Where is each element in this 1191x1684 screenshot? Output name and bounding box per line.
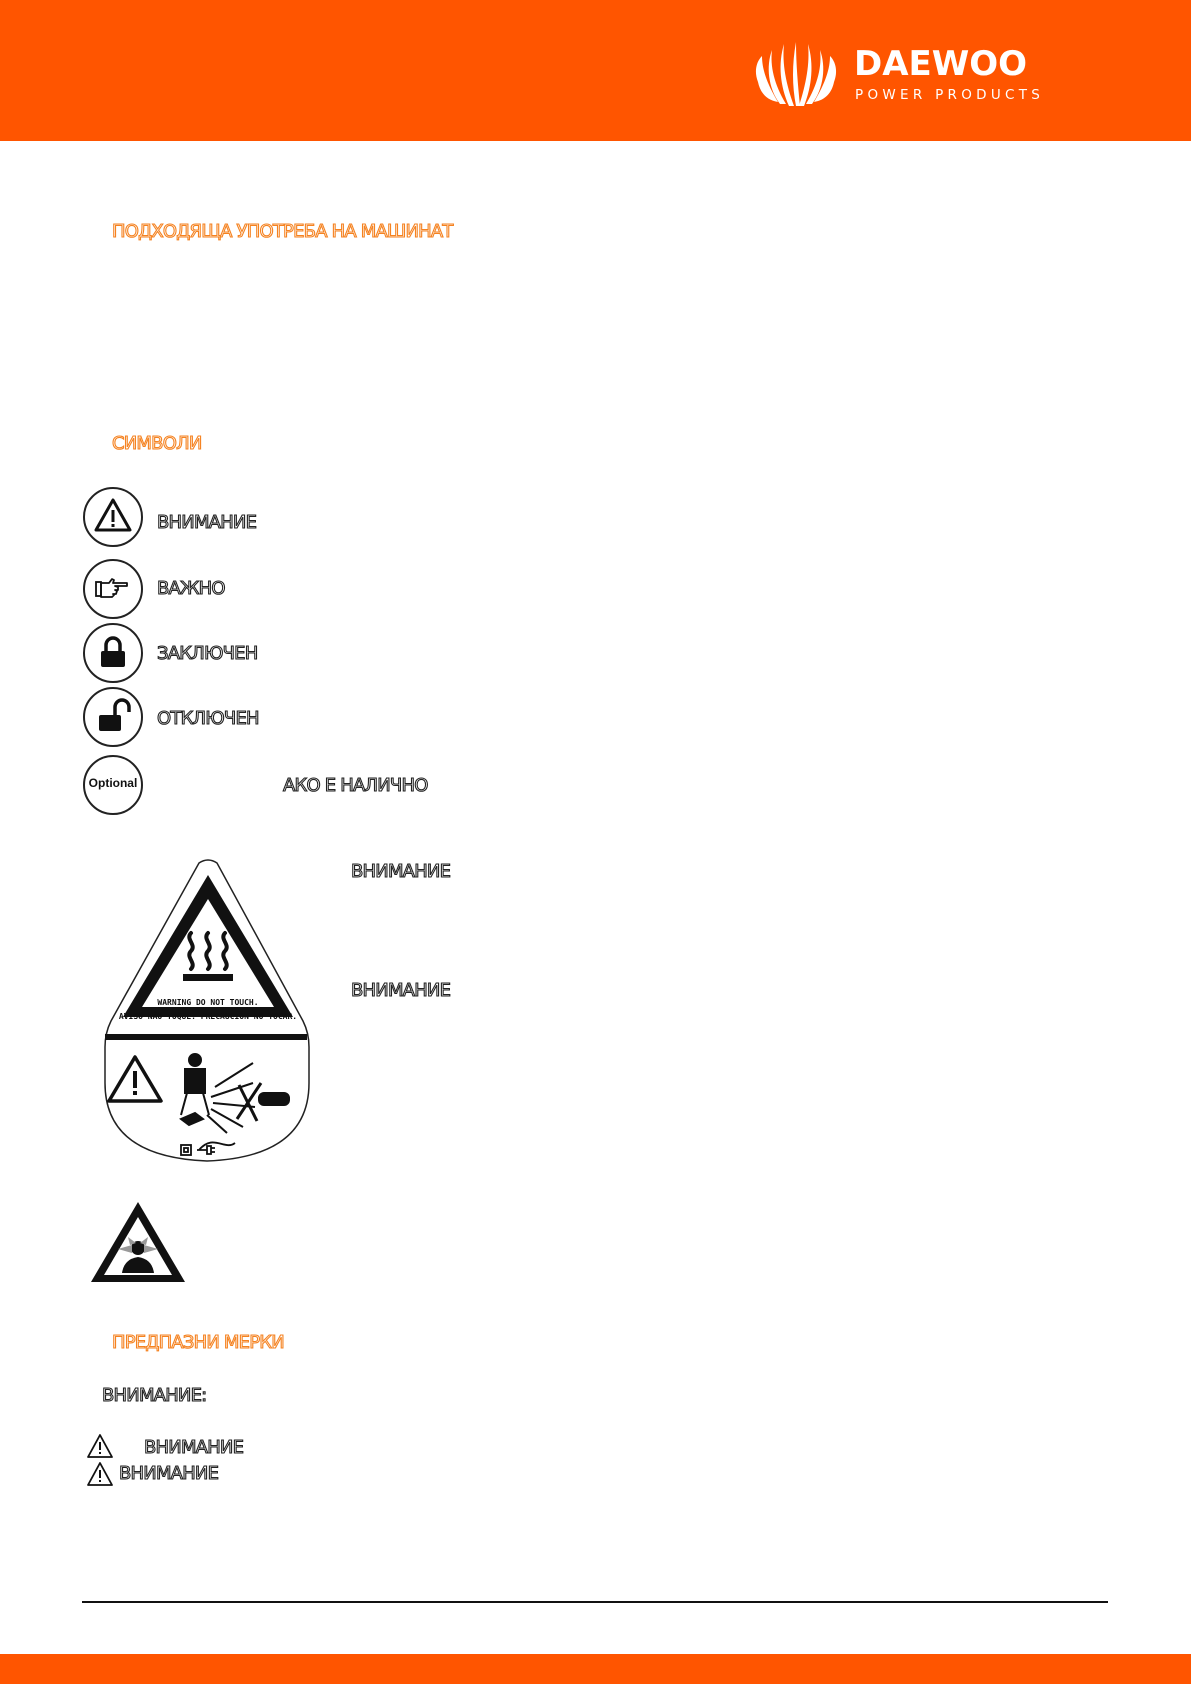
pointing-hand-icon — [85, 561, 141, 617]
precaution-item-2: ВНИМАНИЕ — [119, 1463, 219, 1484]
hot-surface-warning-decal — [103, 857, 313, 1169]
symbol-label-important: ВАЖНО — [157, 578, 225, 599]
symbol-unlocked — [83, 687, 143, 747]
section-title-precautions: ПРЕДПАЗНИ МЕРКИ — [112, 1332, 284, 1353]
symbol-label-unlocked: ОТКЛЮЧЕН — [157, 708, 259, 729]
precautions-note: ВНИМАНИЕ: — [102, 1385, 207, 1406]
symbol-label-optional: АКО Е НАЛИЧНО — [283, 775, 428, 796]
footer-rule — [82, 1601, 1108, 1603]
footer-bar — [0, 1654, 1191, 1684]
optional-badge-icon: Optional — [88, 776, 138, 790]
unlocked-padlock-icon — [85, 689, 141, 745]
warning-triangle-icon — [86, 1433, 114, 1459]
locked-padlock-icon — [85, 625, 141, 681]
decal-text-line2: AVISO NÃO TOQUE. PRECAUCIÓN NO TOCAR. — [118, 1012, 298, 1021]
symbol-label-locked: ЗАКЛЮЧЕН — [157, 643, 258, 664]
decal-text-line1: WARNING DO NOT TOUCH. — [157, 998, 259, 1007]
header-bar — [0, 0, 1191, 141]
symbol-important — [83, 559, 143, 619]
symbol-locked — [83, 623, 143, 683]
symbol-label-warning: ВНИМАНИЕ — [157, 512, 257, 533]
wear-protection-warning-icon — [88, 1199, 188, 1285]
brand-tagline: POWER PRODUCTS — [855, 87, 1045, 103]
brand-name: DAEWOO — [854, 44, 1028, 84]
section-title-symbols: СИМВОЛИ — [112, 433, 202, 454]
daewoo-fan-logo-icon — [752, 42, 840, 108]
section-title-intended-use: ПОДХОДЯЩА УПОТРЕБА НА МАШИНАТ — [112, 221, 453, 242]
precaution-item-1: ВНИМАНИЕ — [144, 1437, 244, 1458]
symbol-optional — [83, 755, 143, 815]
decal-caption-2: ВНИМАНИЕ — [351, 980, 451, 1001]
symbol-warning — [83, 487, 143, 547]
warning-triangle-icon — [86, 1461, 114, 1487]
decal-caption-1: ВНИМАНИЕ — [351, 861, 451, 882]
daewoo-logo — [752, 42, 1072, 108]
warning-triangle-icon — [85, 489, 141, 545]
